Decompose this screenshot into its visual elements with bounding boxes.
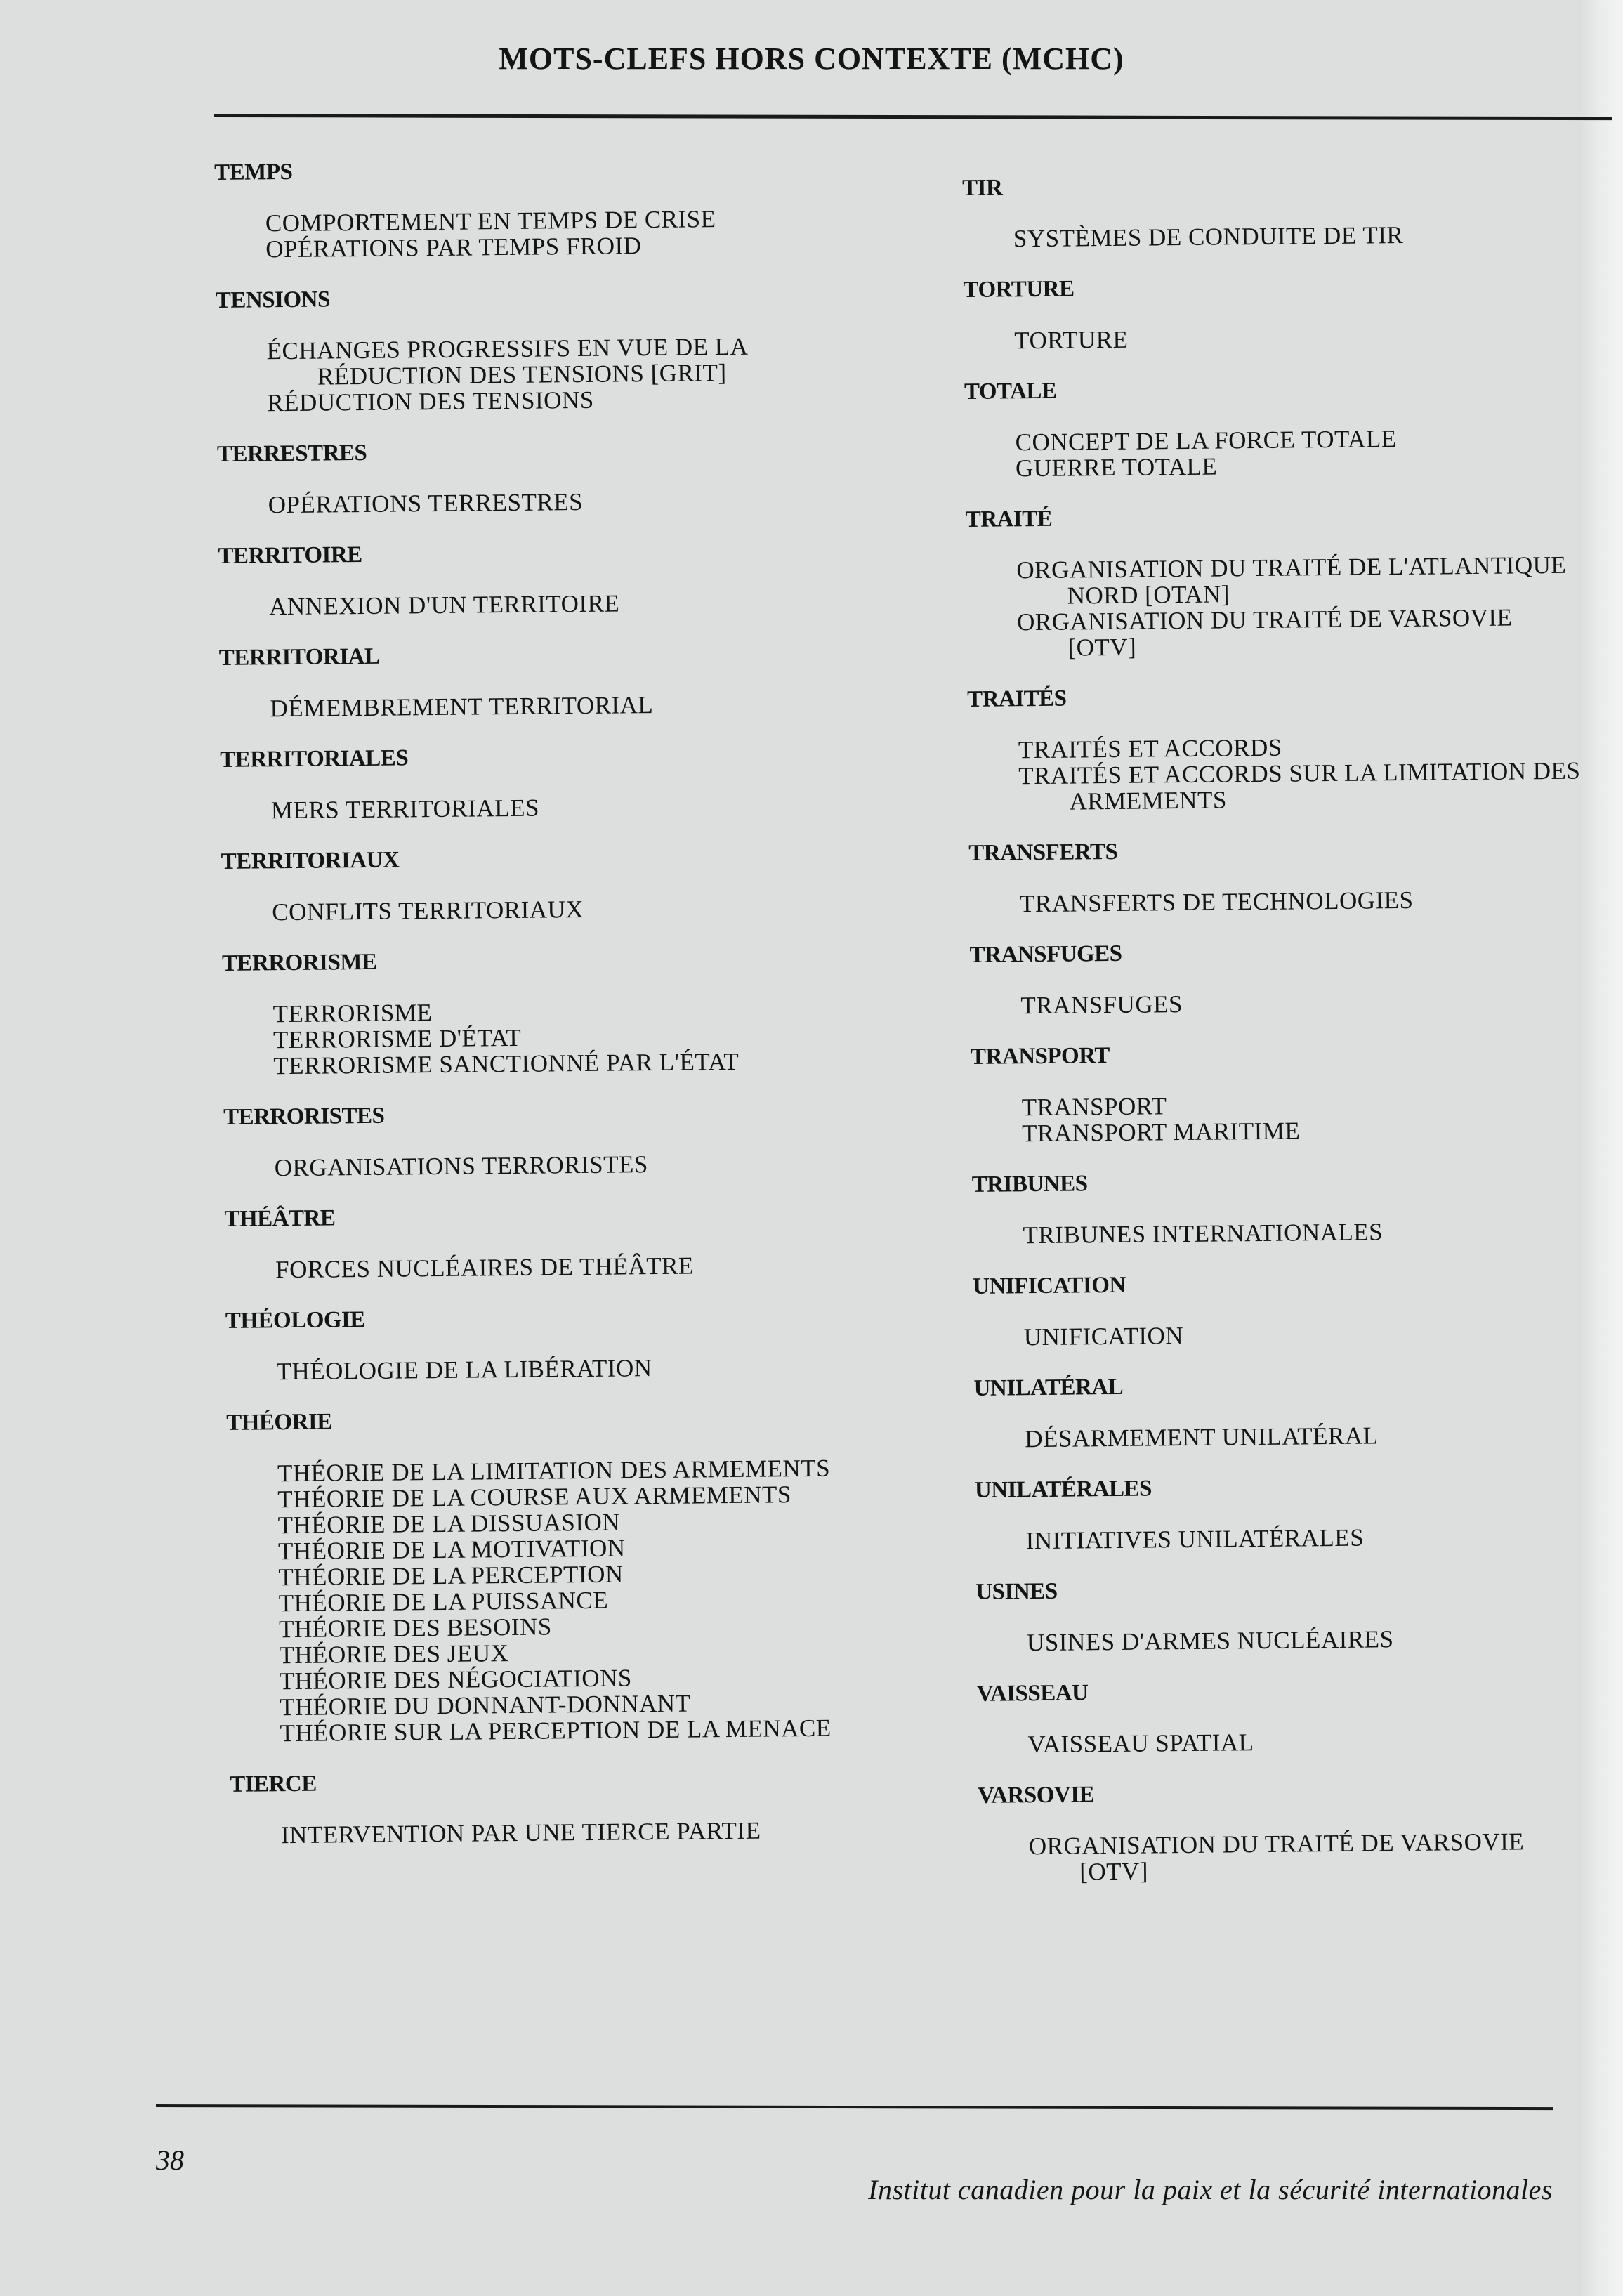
keyword-entry: THÉORIE DES BESOINS: [278, 1613, 552, 1644]
keyword-heading: VARSOVIE: [977, 1782, 1095, 1809]
keyword-entry: INITIATIVES UNILATÉRALES: [1025, 1523, 1365, 1555]
keyword-group: [230, 1764, 862, 1849]
keyword-group: [975, 1572, 1594, 1655]
keyword-group: [226, 1403, 862, 1747]
keyword-entry: ANNEXION D'UN TERRITOIRE: [268, 589, 620, 621]
keyword-group: [963, 270, 1582, 354]
keyword-entries: [969, 886, 1587, 917]
keyword-heading: TERRITORIAUX: [221, 847, 400, 874]
keyword-heading: TRANSPORT: [970, 1043, 1110, 1070]
keyword-entries: [963, 221, 1581, 252]
keyword-entry: RÉDUCTION DES TENSIONS: [267, 386, 594, 417]
keyword-entry: TRAITÉS ET ACCORDS: [1018, 733, 1282, 764]
keyword-group: [964, 372, 1583, 482]
keyword-entries: [225, 1251, 857, 1283]
keyword-entry: VAISSEAU SPATIAL: [1027, 1728, 1254, 1759]
keyword-group: [225, 1301, 858, 1385]
keyword-entries: [221, 792, 853, 824]
keyword-entry: TRAITÉS ET ACCORDS SUR LA LIMITATION DES ARMEMENTS: [1018, 756, 1581, 815]
keyword-entry: THÉORIE DE LA MOTIVATION: [277, 1534, 626, 1566]
keyword-heading: TIERCE: [230, 1771, 317, 1797]
right-column: [962, 169, 1597, 1910]
keyword-entries: [223, 995, 855, 1080]
publisher-footer: Institut canadien pour la paix et la sécurité internationales: [868, 2174, 1553, 2205]
keyword-heading: TRANSFUGES: [969, 940, 1122, 968]
keyword-entry: THÉOLOGIE DE LA LIBÉRATION: [276, 1354, 652, 1386]
keyword-heading: TERRITORIAL: [218, 643, 380, 671]
keyword-entries: [219, 690, 851, 722]
keyword-heading: TERRITOIRE: [218, 542, 362, 569]
keyword-heading: TERRORISTES: [223, 1103, 385, 1130]
keyword-entry: ORGANISATION DU TRAITÉ DE VARSOVIE [OTV]: [1028, 1828, 1525, 1886]
keyword-entries: [224, 1149, 856, 1181]
keyword-group: [214, 152, 847, 263]
keyword-entry: TRANSPORT MARITIME: [1021, 1117, 1301, 1148]
keyword-entry: UNIFICATION: [1023, 1322, 1184, 1351]
keyword-entries: [227, 1455, 862, 1747]
keyword-group: [968, 834, 1587, 917]
keyword-heading: UNILATÉRAL: [973, 1374, 1124, 1401]
keyword-group: [222, 943, 855, 1080]
keyword-entry: CONFLITS TERRITORIAUX: [272, 895, 584, 926]
keyword-entry: THÉORIE SUR LA PERCEPTION DE LA MENACE: [280, 1714, 832, 1747]
keyword-group: [973, 1266, 1591, 1350]
keyword-entry: TRIBUNES INTERNATIONALES: [1023, 1218, 1384, 1249]
keyword-entry: DÉMEMBREMENT TERRITORIAL: [270, 691, 654, 723]
keyword-heading: TERRORISME: [221, 949, 377, 976]
keyword-entry: THÉORIE DE LA PUISSANCE: [278, 1586, 609, 1618]
keyword-group: [973, 1368, 1592, 1452]
keyword-group: [218, 536, 850, 620]
keyword-entry: THÉORIE DES NÉGOCIATIONS: [279, 1664, 632, 1695]
keyword-entries: [966, 552, 1584, 662]
keyword-group: [217, 434, 850, 518]
keyword-heading: TOTALE: [964, 378, 1057, 405]
keyword-entry: TRANSPORT: [1021, 1092, 1167, 1122]
keyword-heading: THÉORIE: [226, 1409, 332, 1436]
keyword-group: [223, 1097, 856, 1181]
keyword-heading: TENSIONS: [215, 287, 331, 313]
keyword-entries: [978, 1828, 1597, 1885]
keyword-entries: [964, 322, 1582, 354]
page-number: 38: [156, 2144, 184, 2176]
keyword-entries: [977, 1726, 1595, 1757]
keyword-group: [971, 1037, 1589, 1146]
keyword-entry: COMPORTEMENT EN TEMPS DE CRISE: [265, 205, 716, 237]
keyword-entries: [218, 588, 850, 620]
keyword-entry: THÉORIE DE LA LIMITATION DES ARMEMENTS: [277, 1454, 831, 1488]
keyword-entry: THÉORIE DU DONNANT-DONNANT: [279, 1689, 691, 1721]
keyword-entry: INTERVENTION PAR UNE TIERCE PARTIE: [280, 1816, 761, 1849]
keyword-entry: ORGANISATION DU TRAITÉ DE L'ATLANTIQUE NORD [OTAN]: [1016, 551, 1567, 610]
keyword-entry: OPÉRATIONS PAR TEMPS FROID: [265, 232, 642, 263]
keyword-group: [962, 169, 1581, 252]
keyword-group: [216, 280, 849, 416]
keyword-entry: MERS TERRITORIALES: [270, 794, 540, 825]
keyword-heading: TRAITÉ: [965, 506, 1053, 532]
keyword-entries: [218, 486, 850, 518]
keyword-heading: THÉÂTRE: [224, 1205, 336, 1232]
keyword-entry: TERRORISME: [272, 999, 433, 1028]
keyword-group: [975, 1470, 1594, 1554]
keyword-heading: UNILATÉRALES: [974, 1476, 1152, 1503]
keyword-entry: FORCES NUCLÉAIRES DE THÉÂTRE: [275, 1252, 695, 1284]
keyword-group: [972, 1165, 1591, 1248]
keyword-entry: TRANSFUGES: [1020, 990, 1183, 1020]
keyword-heading: TRAITÉS: [967, 685, 1067, 712]
keyword-entries: [216, 332, 848, 416]
keyword-heading: VAISSEAU: [976, 1680, 1089, 1707]
keyword-entry: USINES D'ARMES NUCLÉAIRES: [1026, 1625, 1394, 1657]
left-column: [214, 152, 862, 1872]
keyword-entry: THÉORIE DES JEUX: [279, 1639, 509, 1669]
keyword-group: [219, 638, 852, 722]
keyword-heading: UNIFICATION: [973, 1272, 1126, 1299]
keyword-entries: [968, 732, 1586, 815]
keyword-group: [977, 1674, 1596, 1757]
keyword-entries: [975, 1522, 1594, 1554]
keyword-group: [220, 740, 853, 824]
keyword-entry: GUERRE TOTALE: [1015, 452, 1218, 483]
keyword-entries: [225, 1353, 858, 1385]
keyword-heading: TRANSFERTS: [968, 839, 1118, 866]
page-title: MOTS-CLEFS HORS CONTEXTE (MCHC): [499, 41, 1124, 76]
keyword-entries: [974, 1420, 1592, 1452]
keyword-entries: [970, 987, 1588, 1018]
keyword-heading: TERRESTRES: [216, 440, 367, 467]
keyword-entries: [215, 204, 848, 263]
keyword-entry: THÉORIE DE LA DISSUASION: [277, 1508, 621, 1540]
keyword-entries: [973, 1318, 1591, 1350]
keyword-group: [224, 1199, 857, 1283]
keyword-entries: [964, 424, 1583, 482]
keyword-entry: ORGANISATIONS TERRORISTES: [274, 1150, 649, 1182]
keyword-entry: ORGANISATION DU TRAITÉ DE VARSOVIE [OTV]: [1016, 603, 1513, 662]
keyword-entry: OPÉRATIONS TERRESTRES: [268, 487, 584, 519]
keyword-entry: THÉORIE DE LA PERCEPTION: [278, 1560, 624, 1592]
keyword-group: [221, 841, 853, 926]
keyword-group: [969, 936, 1588, 1019]
keyword-heading: TIR: [962, 175, 1003, 201]
keyword-heading: TEMPS: [214, 159, 293, 185]
keyword-heading: TERRITORIALES: [220, 745, 409, 773]
keyword-heading: TRIBUNES: [971, 1171, 1088, 1198]
keyword-entries: [221, 893, 853, 926]
keyword-group: [967, 680, 1586, 815]
bottom-rule: [156, 2104, 1553, 2110]
keyword-group: [966, 500, 1585, 662]
keyword-heading: USINES: [975, 1578, 1058, 1605]
keyword-entry: ÉCHANGES PROGRESSIFS EN VUE DE LA RÉDUCTION DES TENSIONS [GRIT]: [266, 332, 747, 391]
keyword-entry: TRANSFERTS DE TECHNOLOGIES: [1019, 886, 1414, 918]
keyword-entry: TERRORISME D'ÉTAT: [272, 1023, 522, 1054]
top-rule: [214, 114, 1612, 120]
keyword-entry: TORTURE: [1014, 325, 1129, 355]
keyword-heading: TORTURE: [963, 276, 1075, 303]
keyword-entry: SYSTÈMES DE CONDUITE DE TIR: [1013, 221, 1404, 253]
keyword-entry: DÉSARMEMENT UNILATÉRAL: [1025, 1422, 1379, 1453]
keyword-entries: [972, 1216, 1590, 1248]
keyword-group: [978, 1776, 1596, 1885]
keyword-entries: [971, 1089, 1590, 1146]
keyword-entry: TERRORISME SANCTIONNÉ PAR L'ÉTAT: [273, 1047, 740, 1080]
keyword-entry: CONCEPT DE LA FORCE TOTALE: [1015, 425, 1397, 457]
keyword-entry: THÉORIE DE LA COURSE AUX ARMEMENTS: [277, 1481, 792, 1514]
keyword-heading: THÉOLOGIE: [225, 1307, 366, 1334]
keyword-entries: [230, 1816, 862, 1849]
keyword-entries: [976, 1624, 1594, 1655]
